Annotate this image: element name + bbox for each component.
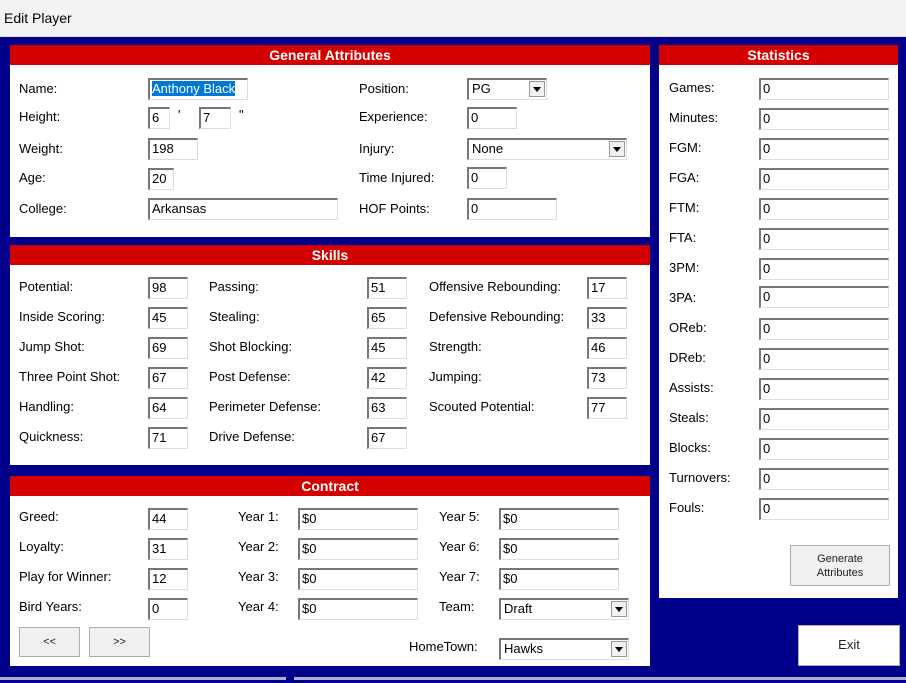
year-salary-input[interactable]: $0 [499,508,619,530]
time-injured-label: Time Injured: [359,170,435,185]
skill-input[interactable]: 67 [367,427,407,449]
skill-input[interactable]: 51 [367,277,407,299]
stat-input[interactable]: 0 [759,258,889,280]
stat-input[interactable]: 0 [759,378,889,400]
year-label: Year 7: [439,569,480,584]
greed-input[interactable]: 44 [148,508,188,530]
bottom-divider [0,677,286,680]
stat-input[interactable]: 0 [759,498,889,520]
statistics-panel [659,45,898,598]
skill-input[interactable]: 33 [587,307,627,329]
bird-years-input[interactable]: 0 [148,598,188,620]
stat-label: FTA: [669,230,697,245]
height-feet-input[interactable]: 6 [148,107,170,129]
college-label: College: [19,201,67,216]
team-label: Team: [439,599,475,614]
year-label: Year 2: [238,539,279,554]
skill-label: Inside Scoring: [19,309,105,324]
height-inches-input[interactable]: 7 [199,107,231,129]
contract-panel [10,476,650,666]
skill-input[interactable]: 69 [148,337,188,359]
bottom-divider [294,677,906,680]
position-value: PG [472,81,491,96]
hof-points-label: HOF Points: [359,201,430,216]
age-label: Age: [19,170,46,185]
skill-label: Scouted Potential: [429,399,535,414]
skill-label: Shot Blocking: [209,339,293,354]
hof-points-input[interactable]: 0 [467,198,557,220]
injury-value: None [472,141,504,156]
window-title: Edit Player [4,10,72,26]
bird-years-label: Bird Years: [19,599,82,614]
skill-input[interactable]: 17 [587,277,627,299]
skill-input[interactable]: 65 [367,307,407,329]
stat-input[interactable]: 0 [759,228,889,250]
stat-label: FGA: [669,170,700,185]
play-for-winner-label: Play for Winner: [19,569,112,584]
name-input[interactable]: Anthony Black [148,78,248,100]
year-label: Year 5: [439,509,480,524]
stat-label: DReb: [669,350,706,365]
year-salary-input[interactable]: $0 [298,568,418,590]
stat-input[interactable]: 0 [759,318,889,340]
stat-label: Fouls: [669,500,705,515]
loyalty-input[interactable]: 31 [148,538,188,560]
chevron-down-icon[interactable] [611,641,627,657]
chevron-down-icon[interactable] [611,601,627,617]
skill-label: Stealing: [209,309,260,324]
statistics-header: Statistics [659,45,898,65]
exit-button[interactable]: Exit [798,625,900,666]
year-label: Year 4: [238,599,279,614]
play-for-winner-input[interactable]: 12 [148,568,188,590]
skill-label: Potential: [19,279,74,294]
general-attributes-header: General Attributes [10,45,650,65]
chevron-down-icon[interactable] [609,141,625,157]
team-select[interactable] [499,598,629,620]
name-label: Name: [19,81,58,96]
year-label: Year 6: [439,539,480,554]
skill-input[interactable]: 67 [148,367,188,389]
skill-input[interactable]: 98 [148,277,188,299]
general-attributes-panel [10,45,650,237]
position-select[interactable] [467,78,547,100]
chevron-down-icon[interactable] [529,81,545,97]
stat-input[interactable]: 0 [759,138,889,160]
title-bar [0,0,906,37]
skill-label: Passing: [209,279,259,294]
year-salary-input[interactable]: $0 [499,538,619,560]
weight-label: Weight: [19,141,63,156]
year-label: Year 3: [238,569,279,584]
experience-input[interactable]: 0 [467,107,517,129]
skill-input[interactable]: 73 [587,367,627,389]
injury-label: Injury: [359,141,395,156]
skill-input[interactable]: 42 [367,367,407,389]
skills-panel [10,245,650,465]
generate-attributes-button[interactable] [790,545,890,586]
skill-label: Offensive Rebounding: [429,279,562,294]
stat-label: 3PM: [669,260,700,275]
year-salary-input[interactable]: $0 [298,538,418,560]
stat-label: Minutes: [669,110,719,125]
stat-label: Blocks: [669,440,711,455]
skill-label: Defensive Rebounding: [429,309,565,324]
year-salary-input[interactable]: $0 [499,568,619,590]
stat-input[interactable]: 0 [759,286,889,308]
skill-label: Jump Shot: [19,339,85,354]
feet-mark: ' [178,107,181,122]
year-salary-input[interactable]: $0 [298,508,418,530]
stat-label: FTM: [669,200,700,215]
contract-header: Contract [10,476,650,496]
stat-input[interactable]: 0 [759,108,889,130]
experience-label: Experience: [359,109,428,124]
stat-label: Games: [669,80,715,95]
skill-input[interactable]: 45 [148,307,188,329]
stat-input[interactable]: 0 [759,78,889,100]
greed-label: Greed: [19,509,59,524]
hometown-value: Hawks [504,641,544,656]
stat-label: Steals: [669,410,709,425]
skill-input[interactable]: 77 [587,397,627,419]
team-value: Draft [504,601,533,616]
generate-label-line1: Generate [817,553,863,565]
inch-mark: " [239,107,244,122]
stat-label: Assists: [669,380,714,395]
skill-input[interactable]: 45 [367,337,407,359]
stat-label: Turnovers: [669,470,731,485]
hometown-select[interactable] [499,638,629,660]
skill-label: Drive Defense: [209,429,295,444]
generate-label-line2: Attributes [816,567,864,579]
skill-label: Quickness: [19,429,84,444]
stat-input[interactable]: 0 [759,198,889,220]
age-input[interactable]: 20 [148,168,174,190]
skill-label: Strength: [429,339,482,354]
stat-label: OReb: [669,320,707,335]
skill-label: Perimeter Defense: [209,399,321,414]
skill-input[interactable]: 64 [148,397,188,419]
year-label: Year 1: [238,509,279,524]
skill-input[interactable]: 46 [587,337,627,359]
skill-label: Jumping: [429,369,482,384]
stat-input[interactable]: 0 [759,468,889,490]
stat-input[interactable]: 0 [759,168,889,190]
stat-input[interactable]: 0 [759,348,889,370]
position-label: Position: [359,81,409,96]
time-injured-input[interactable]: 0 [467,167,507,189]
skills-header: Skills [10,245,650,265]
skill-input[interactable]: 63 [367,397,407,419]
skill-label: Handling: [19,399,74,414]
weight-input[interactable]: 198 [148,138,198,160]
skill-input[interactable]: 71 [148,427,188,449]
previous-player-button[interactable]: << [19,627,80,657]
stat-input[interactable]: 0 [759,408,889,430]
loyalty-label: Loyalty: [19,539,64,554]
hometown-label: HomeTown: [409,639,478,654]
college-input[interactable]: Arkansas [148,198,338,220]
skill-label: Post Defense: [209,369,291,384]
stat-label: 3PA: [669,290,697,305]
stat-input[interactable]: 0 [759,438,889,460]
stat-label: FGM: [669,140,702,155]
next-player-button[interactable]: >> [89,627,150,657]
year-salary-input[interactable]: $0 [298,598,418,620]
skill-label: Three Point Shot: [19,369,121,384]
height-label: Height: [19,109,61,124]
injury-select[interactable] [467,138,627,160]
